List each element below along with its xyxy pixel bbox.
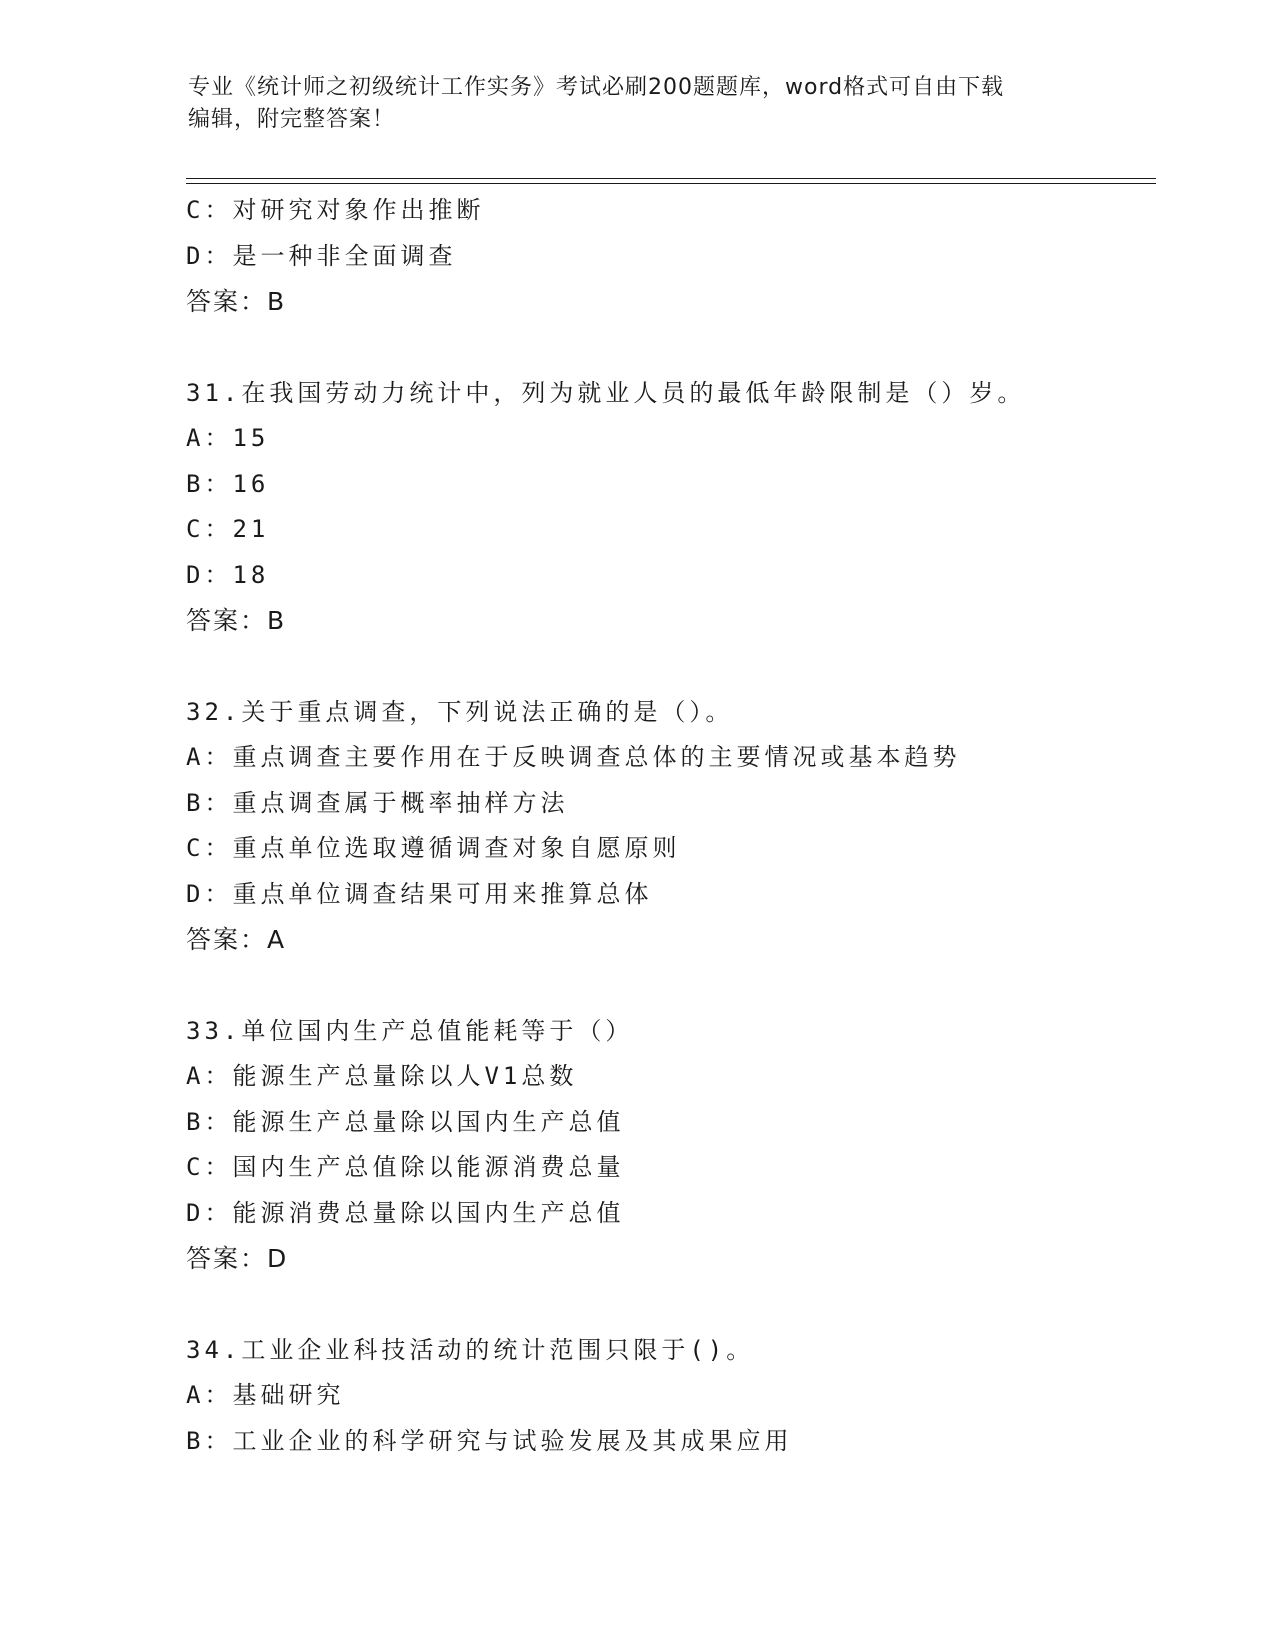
answer-line: 答案：B bbox=[186, 606, 287, 635]
answer-line: 答案：D bbox=[186, 1244, 289, 1273]
option-line: B：16 bbox=[186, 469, 270, 498]
option-line: D：是一种非全面调查 bbox=[186, 241, 457, 270]
option-line: B：重点调查属于概率抽样方法 bbox=[186, 788, 569, 817]
option-line: C：对研究对象作出推断 bbox=[186, 196, 485, 224]
question-block bbox=[186, 690, 1166, 1009]
question-block bbox=[186, 371, 1166, 690]
block-spacer bbox=[186, 644, 1166, 690]
question-block bbox=[186, 1009, 1166, 1328]
answer-line: 答案：A bbox=[186, 925, 287, 954]
document-header bbox=[188, 72, 1088, 136]
header-divider-bottom bbox=[186, 183, 1156, 184]
option-line: B：工业企业的科学研究与试验发展及其成果应用 bbox=[186, 1426, 793, 1455]
option-line: C：重点单位选取遵循调查对象自愿原则 bbox=[186, 834, 681, 862]
block-spacer bbox=[186, 1282, 1166, 1328]
answer-line: 答案：B bbox=[186, 287, 287, 316]
header-title-line-2: 编辑，附完整答案！ bbox=[188, 107, 396, 132]
question-stem: 32.关于重点调查，下列说法正确的是（）。 bbox=[186, 697, 734, 726]
option-line: C：国内生产总值除以能源消费总量 bbox=[186, 1153, 625, 1181]
question-list bbox=[186, 188, 1166, 1464]
block-spacer bbox=[186, 325, 1166, 371]
header-divider-top bbox=[186, 178, 1156, 179]
option-line: D：能源消费总量除以国内生产总值 bbox=[186, 1198, 625, 1227]
option-line: B：能源生产总量除以国内生产总值 bbox=[186, 1107, 625, 1136]
option-line: D：重点单位调查结果可用来推算总体 bbox=[186, 879, 653, 908]
question-block bbox=[186, 1328, 1166, 1465]
option-line: C：21 bbox=[186, 515, 270, 543]
question-block bbox=[186, 188, 1166, 371]
option-line: D：18 bbox=[186, 560, 270, 589]
option-line: A：基础研究 bbox=[186, 1381, 345, 1409]
option-line: A：重点调查主要作用在于反映调查总体的主要情况或基本趋势 bbox=[186, 743, 961, 771]
header-title-line-1: 专业《统计师之初级统计工作实务》考试必刷200题题库，word格式可自由下载 bbox=[188, 75, 1005, 100]
question-stem: 31.在我国劳动力统计中，列为就业人员的最低年龄限制是（）岁。 bbox=[186, 378, 1026, 407]
option-line: A：能源生产总量除以人V1总数 bbox=[186, 1062, 578, 1090]
option-line: A：15 bbox=[186, 424, 270, 452]
block-spacer bbox=[186, 963, 1166, 1009]
question-stem: 34.工业企业科技活动的统计范围只限于()。 bbox=[186, 1335, 755, 1364]
question-stem: 33.单位国内生产总值能耗等于（） bbox=[186, 1016, 634, 1045]
